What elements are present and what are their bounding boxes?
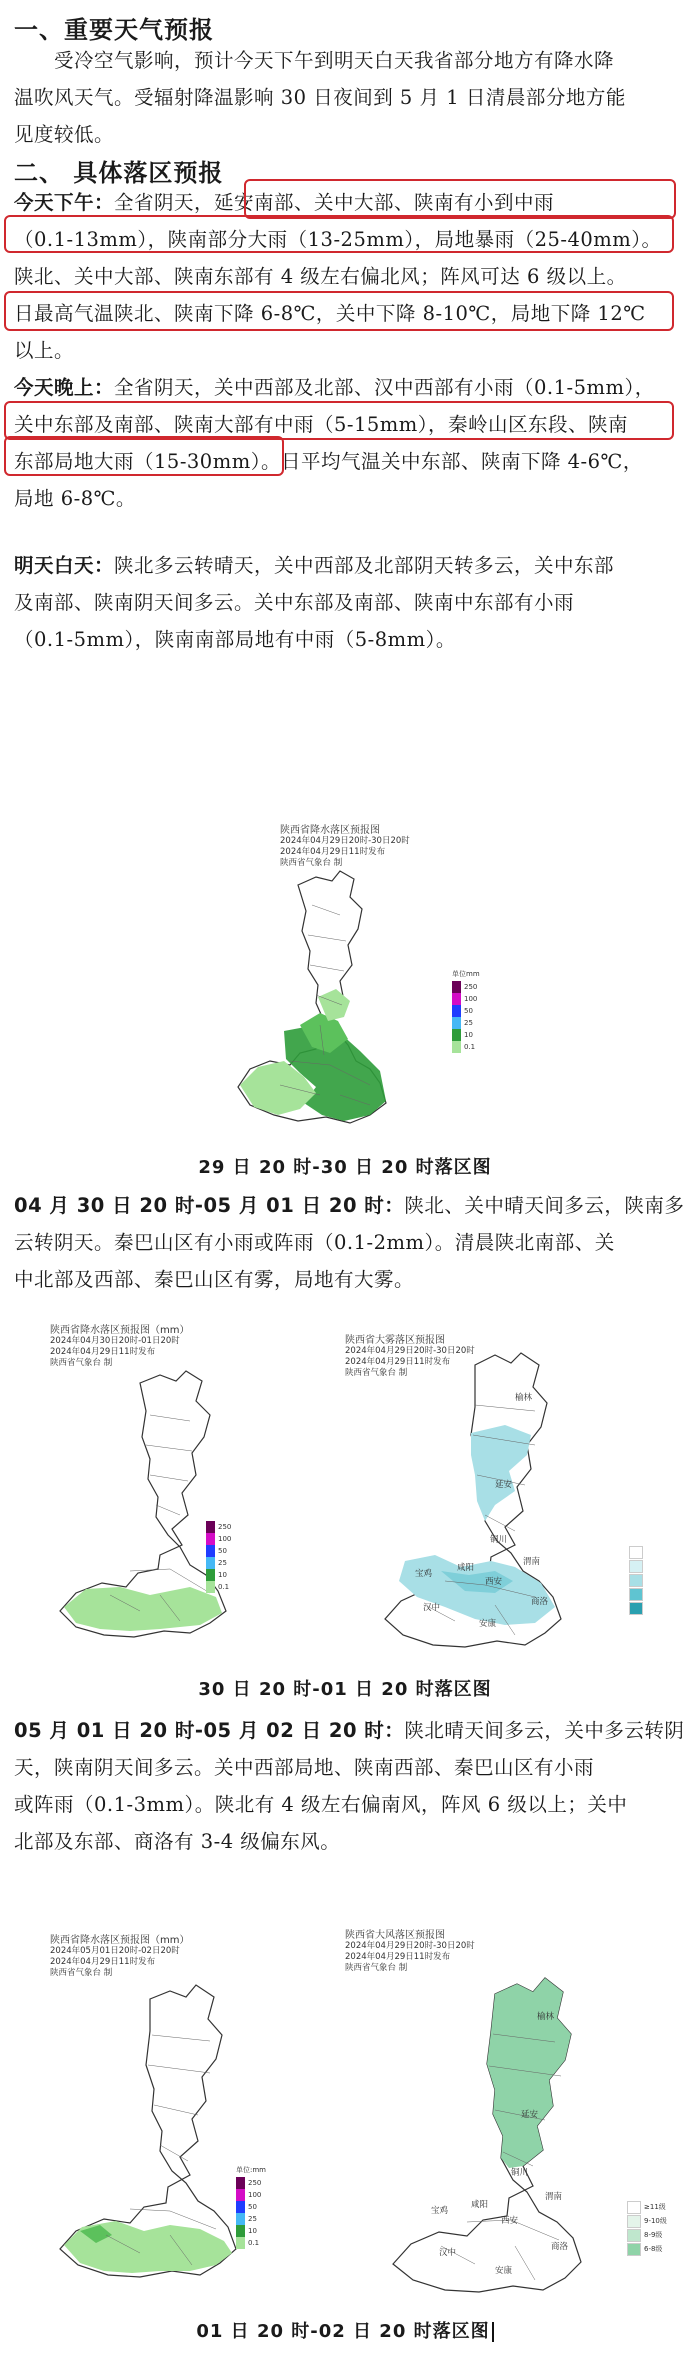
- tonight-paragraph: [14, 369, 674, 517]
- text-line: 天，陕南阴天间多云。关中西部局地、陕南西部、秦巴山区有小雨: [14, 1756, 595, 1779]
- text-line: 温吹风天气。受辐射降温影响 30 日夜间到 5 月 1 日清晨部分地方能: [14, 86, 626, 109]
- section-heading-1: 一、重要天气预报: [14, 16, 214, 44]
- text-line: 东部局地大雨（15-30mm）。日平均气温关中东部、陕南下降 4-6℃，: [14, 450, 643, 473]
- city-label: 延安: [521, 2110, 539, 2120]
- rain-legend: 单位:mm 250 100 50 25 10 0.1: [236, 2166, 266, 2247]
- period2-paragraph: [14, 1187, 685, 1298]
- rain-legend: 250 100 50 25 10 0.1: [206, 1521, 231, 1593]
- city-label: 榆林: [537, 2012, 555, 2022]
- wind-zone: [487, 1978, 571, 2168]
- text-line: 或阵雨（0.1-3mm）。陕北有 4 级左右偏南风，阵风 6 级以上；关中: [14, 1793, 628, 1816]
- text-line: 04 月 30 日 20 时-05 月 01 日 20 时：陕北、关中晴天间多云，陕南多: [14, 1194, 685, 1217]
- text-line: 见度较低。: [14, 123, 115, 146]
- precipitation-map-3: [20, 1935, 340, 2295]
- text-line: 陕北、关中大部、陕南东部有 4 级左右偏北风；阵风可达 6 级以上。: [14, 265, 627, 288]
- text-line: 中北部及西部、秦巴山区有雾，局地有大雾。: [14, 1268, 415, 1291]
- shaanxi-map: [20, 1935, 340, 2295]
- city-label: 榆林: [515, 1393, 533, 1403]
- text-line: 北部及东部、商洛有 3-4 级偏东风。: [14, 1830, 341, 1853]
- city-label: 渭南: [545, 2192, 563, 2202]
- text-line: （0.1-5mm），陕南南部局地有中雨（5-8mm）。: [14, 628, 456, 651]
- map-title: 陕西省降水落区预报图（mm） 2024年05月01日20时-02日20时 2024年04月29日11时发布 陕西省气象台 制: [50, 1935, 190, 1978]
- shaanxi-map: [345, 1930, 675, 2310]
- section-heading-2: 二、 具体落区预报: [14, 159, 224, 187]
- text-line: 05 月 01 日 20 时-05 月 02 日 20 时：陕北晴天间多云，关中多云转阴: [14, 1719, 685, 1742]
- tomorrow-paragraph: [14, 547, 674, 658]
- text-cursor: [492, 2322, 494, 2342]
- city-label: 安康: [479, 1619, 497, 1629]
- period-label: 今天下午：: [14, 191, 115, 214]
- rain-legend: 单位mm 250 100 50 25 10 0.1: [452, 970, 480, 1051]
- period-label: 今天晚上：: [14, 376, 115, 399]
- text-line: 及南部、陕南阴天间多云。关中东部及南部、陕南中东部有小雨: [14, 591, 575, 614]
- section1-paragraph: [14, 42, 674, 153]
- figure-caption: 29 日 20 时-30 日 20 时落区图: [198, 1157, 492, 1178]
- wind-map: [345, 1930, 675, 2310]
- city-label: 商洛: [531, 1597, 549, 1607]
- text-line: 今天下午：全省阴天，延安南部、关中大部、陕南有小到中雨: [14, 191, 555, 214]
- period-label: 04 月 30 日 20 时-05 月 01 日 20 时：: [14, 1194, 405, 1217]
- figure-caption: 01 日 20 时-02 日 20 时落区图: [0, 2317, 690, 2343]
- text-line: 云转阴天。秦巴山区有小雨或阵雨（0.1-2mm）。清晨陕北南部、关: [14, 1231, 615, 1254]
- city-label: 宝鸡: [431, 2206, 449, 2216]
- period-label: 明天白天：: [14, 554, 115, 577]
- map-title: 陕西省降水落区预报图 2024年04月29日20时-30日20时 2024年04月29日11时发布 陕西省气象台 制: [280, 825, 410, 868]
- city-label: 西安: [501, 2216, 519, 2226]
- text-line: 以上。: [14, 339, 75, 362]
- text-line: 日最高气温陕北、陕南下降 6-8℃，关中下降 8-10℃，局地下降 12℃: [14, 302, 646, 325]
- city-label: 西安: [485, 1577, 503, 1587]
- text-line: 局地 6-8℃。: [14, 487, 136, 510]
- city-label: 咸阳: [471, 2200, 489, 2210]
- city-label: 铜川: [511, 2168, 529, 2178]
- wind-legend: ≥11级 9-10级 8-9级 6-8级: [627, 2200, 667, 2256]
- city-label: 安康: [495, 2266, 513, 2276]
- shaanxi-map: [345, 1335, 675, 1665]
- text-line: 受冷空气影响，预计今天下午到明天白天我省部分地方有降水降: [54, 49, 615, 72]
- map-title: 陕西省大风落区预报图 2024年04月29日20时-30日20时 2024年04月29日11时发布 陕西省气象台 制: [345, 1930, 475, 1973]
- shaanxi-map: [220, 825, 490, 1135]
- fog-map: [345, 1335, 675, 1665]
- afternoon-paragraph: [14, 184, 674, 369]
- city-label: 铜川: [490, 1535, 508, 1545]
- period-label: 05 月 01 日 20 时-05 月 02 日 20 时：: [14, 1719, 405, 1742]
- fog-legend: [629, 1545, 643, 1615]
- precipitation-map-2: [20, 1325, 320, 1645]
- figure-caption: 30 日 20 时-01 日 20 时落区图: [198, 1679, 492, 1700]
- city-label: 商洛: [551, 2242, 569, 2252]
- shaanxi-map: [20, 1325, 320, 1645]
- text-line: 关中东部及南部、陕南大部有中雨（5-15mm），秦岭山区东段、陕南: [14, 413, 629, 436]
- city-label: 汉中: [423, 1603, 441, 1613]
- precipitation-map-1: [220, 825, 490, 1135]
- period3-paragraph: [14, 1712, 685, 1860]
- text-line: 今天晚上：全省阴天，关中西部及北部、汉中西部有小雨（0.1-5mm），: [14, 376, 655, 399]
- text-line: 明天白天：陕北多云转晴天，关中西部及北部阴天转多云，关中东部: [14, 554, 615, 577]
- text-line: （0.1-13mm），陕南部分大雨（13-25mm），局地暴雨（25-40mm）。: [14, 228, 662, 251]
- city-label: 咸阳: [457, 1563, 475, 1573]
- city-label: 汉中: [439, 2248, 457, 2258]
- city-label: 延安: [495, 1480, 513, 1490]
- map-title: 陕西省大雾落区预报图 2024年04月29日20时-30日20时 2024年04月29日11时发布 陕西省气象台 制: [345, 1335, 475, 1378]
- rain-zone-light: [64, 1587, 222, 1631]
- city-label: 宝鸡: [415, 1569, 433, 1579]
- map-title: 陕西省降水落区预报图（mm） 2024年04月30日20时-01日20时 2024年04月29日11时发布 陕西省气象台 制: [50, 1325, 190, 1368]
- city-label: 渭南: [523, 1557, 541, 1567]
